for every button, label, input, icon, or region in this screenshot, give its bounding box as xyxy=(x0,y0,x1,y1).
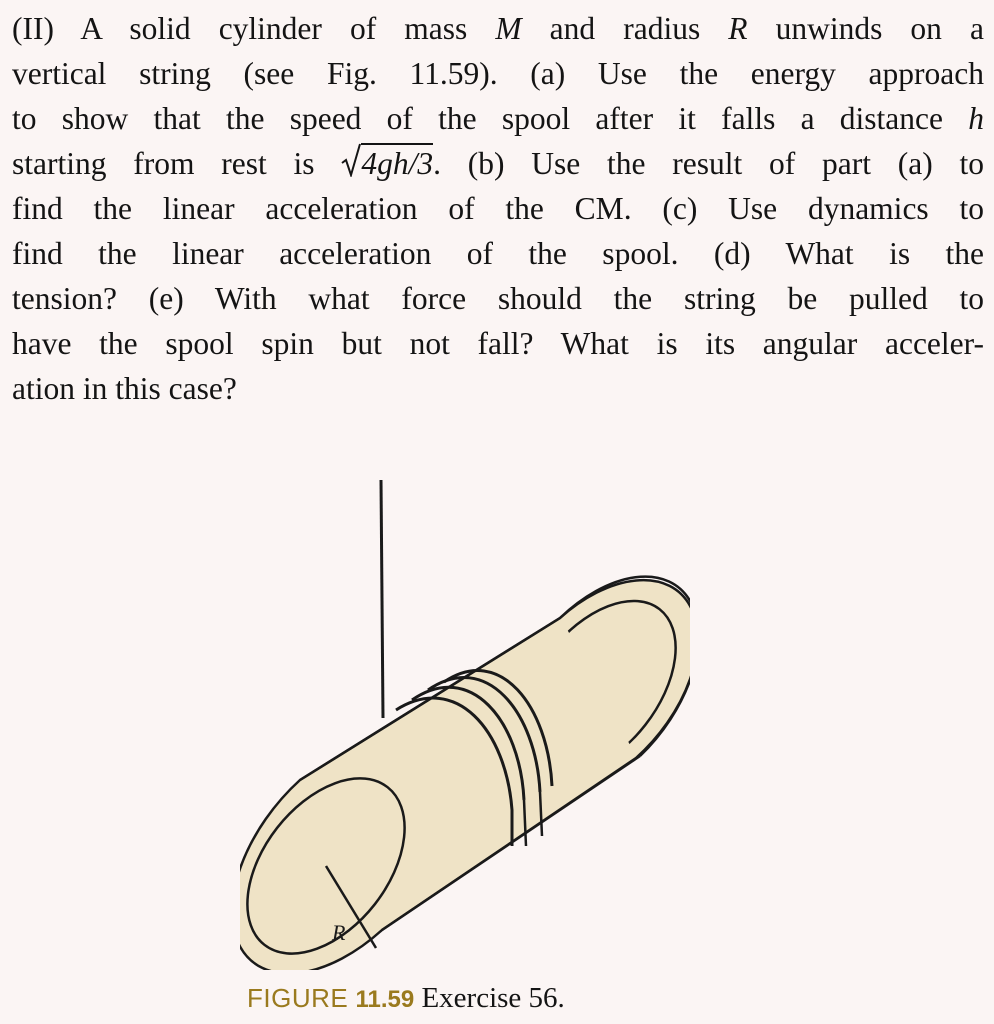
figure-caption xyxy=(247,982,565,1015)
distance-symbol: h xyxy=(968,101,984,136)
string-line xyxy=(381,480,383,718)
mass-symbol: M xyxy=(495,11,522,46)
line4-end: . (b) Use the result of part (a) to xyxy=(433,146,984,181)
cylinder-figure xyxy=(240,470,690,970)
problem-line-7: tension? (e) With what force should the string be pulled to xyxy=(12,281,984,316)
line1-end: unwinds on a xyxy=(747,11,984,46)
problem-line-6: find the linear acceleration of the spool. (d) What is the xyxy=(12,236,984,271)
problem-line-4 xyxy=(12,141,984,186)
line1-mid: and radius xyxy=(521,11,729,46)
sqrt-expression xyxy=(341,141,433,186)
sqrt-argument: 4gh/3 xyxy=(361,143,433,181)
problem-line-2: vertical string (see Fig. 11.59). (a) Use the energy approach xyxy=(12,56,984,91)
problem-line-8: have the spool spin but not fall? What is its angular acceler- xyxy=(12,326,984,361)
problem-text xyxy=(12,6,984,411)
problem-line-1 xyxy=(12,6,984,51)
caption-number: 11.59 xyxy=(355,986,415,1013)
radius-label: R xyxy=(332,920,346,945)
caption-label: FIGURE xyxy=(247,983,349,1013)
line4-start: starting from rest is xyxy=(12,146,342,181)
radical-sign-icon xyxy=(341,143,361,177)
caption-text: Exercise 56. xyxy=(421,982,565,1014)
line1-start: (II) A solid cylinder of mass xyxy=(12,11,496,46)
problem-line-9: ation in this case? xyxy=(12,371,237,406)
problem-line-3 xyxy=(12,96,984,141)
radius-symbol: R xyxy=(728,11,748,46)
line3-start: to show that the speed of the spool after it falls a distance xyxy=(12,101,969,136)
problem-line-5: find the linear acceleration of the CM. (c) Use dynamics to xyxy=(12,191,984,226)
